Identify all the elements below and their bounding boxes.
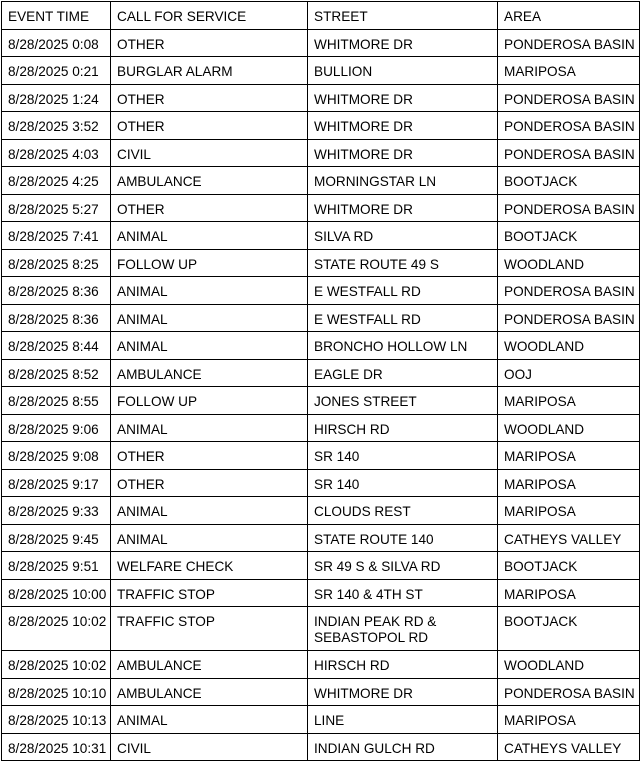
call-for-service-cell: BURGLAR ALARM <box>111 57 308 85</box>
event-time-cell: 8/28/2025 8:52 <box>2 359 111 387</box>
area-cell: PONDEROSA BASIN <box>498 304 640 332</box>
event-time-cell: 8/28/2025 0:08 <box>2 29 111 57</box>
call-for-service-cell: WELFARE CHECK <box>111 552 308 580</box>
area-cell: CATHEYS VALLEY <box>498 524 640 552</box>
event-time-cell: 8/28/2025 9:17 <box>2 469 111 497</box>
street-cell: E WESTFALL RD <box>308 277 498 305</box>
street-cell: CLOUDS REST <box>308 497 498 525</box>
call-for-service-cell: OTHER <box>111 84 308 112</box>
street-cell: WHITMORE DR <box>308 139 498 167</box>
header-call-for-service: CALL FOR SERVICE <box>111 2 308 30</box>
event-time-cell: 8/28/2025 0:21 <box>2 57 111 85</box>
call-for-service-cell: ANIMAL <box>111 277 308 305</box>
call-for-service-cell: AMBULANCE <box>111 167 308 195</box>
area-cell: BOOTJACK <box>498 222 640 250</box>
event-time-cell: 8/28/2025 8:36 <box>2 277 111 305</box>
call-for-service-cell: OTHER <box>111 469 308 497</box>
table-row <box>2 469 640 497</box>
event-time-cell: 8/28/2025 7:41 <box>2 222 111 250</box>
event-time-cell: 8/28/2025 9:33 <box>2 497 111 525</box>
table-row <box>2 84 640 112</box>
street-cell: WHITMORE DR <box>308 112 498 140</box>
area-cell: PONDEROSA BASIN <box>498 112 640 140</box>
call-for-service-cell: TRAFFIC STOP <box>111 607 308 651</box>
event-time-cell: 8/28/2025 9:06 <box>2 414 111 442</box>
table-header <box>2 2 640 30</box>
call-for-service-cell: CIVIL <box>111 733 308 761</box>
street-cell: SR 140 <box>308 469 498 497</box>
table-body <box>2 29 640 761</box>
table-row <box>2 579 640 607</box>
street-cell: JONES STREET <box>308 387 498 415</box>
area-cell: MARIPOSA <box>498 579 640 607</box>
call-for-service-cell: ANIMAL <box>111 524 308 552</box>
event-time-cell: 8/28/2025 9:08 <box>2 442 111 470</box>
event-time-cell: 8/28/2025 5:27 <box>2 194 111 222</box>
call-for-service-cell: FOLLOW UP <box>111 387 308 415</box>
area-cell: BOOTJACK <box>498 552 640 580</box>
call-for-service-cell: AMBULANCE <box>111 651 308 679</box>
street-cell: SR 140 <box>308 442 498 470</box>
event-time-cell: 8/28/2025 4:25 <box>2 167 111 195</box>
call-for-service-cell: OTHER <box>111 29 308 57</box>
table-row <box>2 57 640 85</box>
call-for-service-cell: ANIMAL <box>111 304 308 332</box>
street-cell: HIRSCH RD <box>308 414 498 442</box>
call-for-service-cell: TRAFFIC STOP <box>111 579 308 607</box>
street-cell: SILVA RD <box>308 222 498 250</box>
table-row <box>2 167 640 195</box>
event-time-cell: 8/28/2025 10:02 <box>2 651 111 679</box>
street-cell: STATE ROUTE 49 S <box>308 249 498 277</box>
area-cell: MARIPOSA <box>498 497 640 525</box>
header-street: STREET <box>308 2 498 30</box>
street-cell: MORNINGSTAR LN <box>308 167 498 195</box>
table-row <box>2 706 640 734</box>
header-area: AREA <box>498 2 640 30</box>
table-row <box>2 139 640 167</box>
area-cell: MARIPOSA <box>498 469 640 497</box>
street-cell: SR 140 & 4TH ST <box>308 579 498 607</box>
table-row <box>2 332 640 360</box>
event-time-cell: 8/28/2025 8:36 <box>2 304 111 332</box>
area-cell: MARIPOSA <box>498 442 640 470</box>
area-cell: BOOTJACK <box>498 167 640 195</box>
area-cell: WOODLAND <box>498 332 640 360</box>
call-for-service-cell: OTHER <box>111 112 308 140</box>
area-cell: PONDEROSA BASIN <box>498 84 640 112</box>
street-cell: LINE <box>308 706 498 734</box>
table-row <box>2 678 640 706</box>
call-for-service-cell: OTHER <box>111 194 308 222</box>
area-cell: WOODLAND <box>498 414 640 442</box>
event-time-cell: 8/28/2025 8:55 <box>2 387 111 415</box>
table-row <box>2 222 640 250</box>
street-cell: WHITMORE DR <box>308 29 498 57</box>
street-cell: WHITMORE DR <box>308 84 498 112</box>
call-for-service-cell: ANIMAL <box>111 497 308 525</box>
street-cell: BULLION <box>308 57 498 85</box>
table-row <box>2 249 640 277</box>
call-for-service-cell: OTHER <box>111 442 308 470</box>
event-time-cell: 8/28/2025 8:44 <box>2 332 111 360</box>
area-cell: OOJ <box>498 359 640 387</box>
street-cell: HIRSCH RD <box>308 651 498 679</box>
area-cell: PONDEROSA BASIN <box>498 29 640 57</box>
street-cell: INDIAN PEAK RD & SEBASTOPOL RD <box>308 607 498 651</box>
area-cell: MARIPOSA <box>498 387 640 415</box>
street-cell: STATE ROUTE 140 <box>308 524 498 552</box>
event-time-cell: 8/28/2025 8:25 <box>2 249 111 277</box>
area-cell: PONDEROSA BASIN <box>498 277 640 305</box>
table-row <box>2 524 640 552</box>
table-row <box>2 194 640 222</box>
call-for-service-cell: ANIMAL <box>111 414 308 442</box>
table-row <box>2 414 640 442</box>
event-time-cell: 8/28/2025 9:45 <box>2 524 111 552</box>
event-time-cell: 8/28/2025 10:10 <box>2 678 111 706</box>
street-cell: EAGLE DR <box>308 359 498 387</box>
area-cell: PONDEROSA BASIN <box>498 194 640 222</box>
table-row <box>2 733 640 761</box>
event-time-cell: 8/28/2025 10:31 <box>2 733 111 761</box>
call-for-service-cell: ANIMAL <box>111 332 308 360</box>
area-cell: BOOTJACK <box>498 607 640 651</box>
table-row <box>2 607 640 651</box>
table-row <box>2 651 640 679</box>
event-time-cell: 8/28/2025 1:24 <box>2 84 111 112</box>
event-time-cell: 8/28/2025 9:51 <box>2 552 111 580</box>
area-cell: PONDEROSA BASIN <box>498 139 640 167</box>
header-row <box>2 2 640 30</box>
table-row <box>2 387 640 415</box>
table-row <box>2 277 640 305</box>
call-for-service-cell: AMBULANCE <box>111 678 308 706</box>
call-for-service-cell: ANIMAL <box>111 222 308 250</box>
area-cell: WOODLAND <box>498 249 640 277</box>
area-cell: PONDEROSA BASIN <box>498 678 640 706</box>
call-for-service-cell: CIVIL <box>111 139 308 167</box>
area-cell: WOODLAND <box>498 651 640 679</box>
table-row <box>2 29 640 57</box>
table-row <box>2 359 640 387</box>
area-cell: MARIPOSA <box>498 706 640 734</box>
header-event-time: EVENT TIME <box>2 2 111 30</box>
street-cell: E WESTFALL RD <box>308 304 498 332</box>
table-row <box>2 497 640 525</box>
call-for-service-cell: FOLLOW UP <box>111 249 308 277</box>
call-for-service-cell: ANIMAL <box>111 706 308 734</box>
table-row <box>2 552 640 580</box>
call-log-table <box>1 1 640 761</box>
table-row <box>2 304 640 332</box>
area-cell: CATHEYS VALLEY <box>498 733 640 761</box>
street-cell: WHITMORE DR <box>308 678 498 706</box>
area-cell: MARIPOSA <box>498 57 640 85</box>
event-time-cell: 8/28/2025 3:52 <box>2 112 111 140</box>
event-time-cell: 8/28/2025 10:00 <box>2 579 111 607</box>
table-row <box>2 112 640 140</box>
event-time-cell: 8/28/2025 4:03 <box>2 139 111 167</box>
table-row <box>2 442 640 470</box>
street-cell: SR 49 S & SILVA RD <box>308 552 498 580</box>
call-for-service-cell: AMBULANCE <box>111 359 308 387</box>
street-cell: WHITMORE DR <box>308 194 498 222</box>
event-time-cell: 8/28/2025 10:13 <box>2 706 111 734</box>
street-cell: INDIAN GULCH RD <box>308 733 498 761</box>
street-cell: BRONCHO HOLLOW LN <box>308 332 498 360</box>
event-time-cell: 8/28/2025 10:02 <box>2 607 111 651</box>
